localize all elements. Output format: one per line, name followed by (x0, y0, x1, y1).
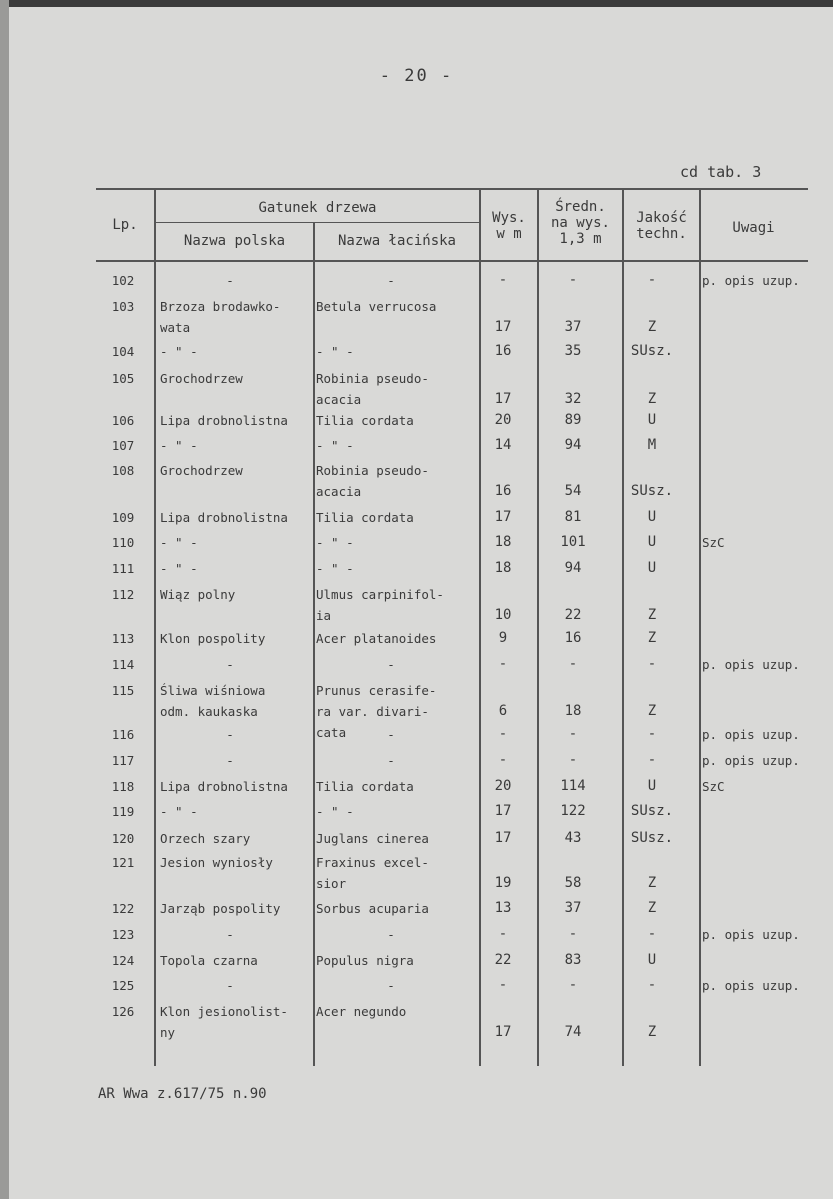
row-number: 106 (111, 413, 135, 428)
notes-value: SzC (702, 535, 725, 550)
header-height: Wys. w m (492, 210, 526, 242)
diameter-value: 43 (564, 830, 582, 846)
polish-name: Śliwa wiśniowa odm. kaukaska (160, 683, 266, 719)
quality-value: Z (647, 391, 657, 407)
latin-name: - (387, 727, 395, 742)
header-quality: Jakość techn. (636, 210, 687, 242)
row-number: 103 (111, 299, 135, 314)
quality-value: U (647, 509, 657, 525)
notes-value: p. opis uzup. (702, 727, 800, 742)
row-number: 122 (111, 901, 135, 916)
row-number: 109 (111, 510, 135, 525)
latin-name: Tilia cordata (316, 510, 414, 525)
height-value: 18 (494, 560, 512, 576)
notes-value: p. opis uzup. (702, 273, 800, 288)
polish-name: Jarząb pospolity (160, 901, 281, 916)
row-number: 113 (111, 631, 135, 646)
polish-name: - (226, 657, 234, 672)
latin-name: Populus nigra (316, 953, 414, 968)
latin-name: - (387, 273, 395, 288)
latin-name: - " - (316, 804, 354, 819)
quality-value: Z (647, 630, 657, 646)
quality-value: - (647, 926, 657, 942)
polish-name: - " - (160, 438, 198, 453)
polish-name: - " - (160, 561, 198, 576)
diameter-value: 94 (564, 437, 582, 453)
quality-value: - (647, 726, 657, 742)
notes-value: p. opis uzup. (702, 753, 800, 768)
row-number: 110 (111, 535, 135, 550)
quality-value: U (647, 952, 657, 968)
row-number: 119 (111, 804, 135, 819)
diameter-value: 89 (564, 412, 582, 428)
height-value: - (498, 926, 508, 942)
polish-name: Grochodrzew (160, 371, 243, 386)
latin-name: Sorbus acuparia (316, 901, 429, 916)
polish-name: - " - (160, 535, 198, 550)
latin-name: Betula verrucosa (316, 299, 437, 314)
diameter-value: - (568, 656, 578, 672)
quality-value: SUsz. (630, 343, 674, 359)
height-value: 14 (494, 437, 512, 453)
notes-value: p. opis uzup. (702, 927, 800, 942)
latin-name: Robinia pseudo- acacia (316, 463, 429, 499)
diameter-value: 32 (564, 391, 582, 407)
height-value: 16 (494, 483, 512, 499)
polish-name: Klon jesionolist- ny (160, 1004, 288, 1040)
latin-name: Juglans cinerea (316, 831, 429, 846)
diameter-value: 83 (564, 952, 582, 968)
diameter-value: 101 (560, 534, 586, 550)
notes-value: p. opis uzup. (702, 657, 800, 672)
column-divider (154, 188, 156, 1066)
row-number: 104 (111, 344, 135, 359)
latin-name: - (387, 927, 395, 942)
notes-value: SzC (702, 779, 725, 794)
latin-name: Fraxinus excel- sior (316, 855, 429, 891)
latin-name: - " - (316, 535, 354, 550)
diameter-value: 16 (564, 630, 582, 646)
row-number: 116 (111, 727, 135, 742)
height-value: 17 (494, 1024, 512, 1040)
polish-name: - (226, 753, 234, 768)
height-value: - (498, 656, 508, 672)
diameter-value: 54 (564, 483, 582, 499)
quality-value: U (647, 412, 657, 428)
polish-name: - " - (160, 344, 198, 359)
quality-value: - (647, 656, 657, 672)
row-number: 117 (111, 753, 135, 768)
polish-name: Orzech szary (160, 831, 251, 846)
polish-name: Jesion wyniosły (160, 855, 273, 870)
column-divider (699, 188, 701, 1066)
height-value: - (498, 726, 508, 742)
quality-value: U (647, 534, 657, 550)
row-number: 108 (111, 463, 135, 478)
polish-name: Lipa drobnolistna (160, 779, 288, 794)
header-notes: Uwagi (732, 220, 775, 236)
height-value: 16 (494, 343, 512, 359)
height-value: 6 (498, 703, 508, 719)
height-value: - (498, 752, 508, 768)
quality-value: SUsz. (630, 830, 674, 846)
diameter-value: 122 (560, 803, 586, 819)
latin-name: Tilia cordata (316, 413, 414, 428)
latin-name: Acer platanoides (316, 631, 437, 646)
quality-value: U (647, 778, 657, 794)
quality-value: M (647, 437, 657, 453)
scan-left-edge (0, 0, 9, 1199)
diameter-value: 37 (564, 319, 582, 335)
quality-value: - (647, 272, 657, 288)
row-number: 102 (111, 273, 135, 288)
quality-value: Z (647, 703, 657, 719)
subheader-rule (155, 222, 480, 223)
latin-name: - " - (316, 344, 354, 359)
quality-value: Z (647, 607, 657, 623)
column-divider (479, 188, 481, 1066)
quality-value: Z (647, 1024, 657, 1040)
diameter-value: - (568, 752, 578, 768)
diameter-value: 114 (560, 778, 586, 794)
polish-name: - (226, 273, 234, 288)
row-number: 120 (111, 831, 135, 846)
height-value: 20 (494, 778, 512, 794)
polish-name: Brzoza brodawko- wata (160, 299, 281, 335)
height-value: 13 (494, 900, 512, 916)
latin-name: Acer negundo (316, 1004, 407, 1019)
diameter-value: 37 (564, 900, 582, 916)
row-number: 126 (111, 1004, 135, 1019)
diameter-value: 22 (564, 607, 582, 623)
height-value: - (498, 272, 508, 288)
latin-name: - " - (316, 561, 354, 576)
polish-name: Topola czarna (160, 953, 258, 968)
latin-name: Robinia pseudo- acacia (316, 371, 429, 407)
diameter-value: 81 (564, 509, 582, 525)
latin-name: - (387, 753, 395, 768)
header-polish-name: Nazwa polska (183, 233, 286, 249)
scan-top-border (0, 0, 833, 7)
diameter-value: - (568, 977, 578, 993)
archive-reference: AR Wwa z.617/75 n.90 (98, 1086, 267, 1102)
height-value: 10 (494, 607, 512, 623)
height-value: 17 (494, 803, 512, 819)
diameter-value: - (568, 272, 578, 288)
height-value: 18 (494, 534, 512, 550)
quality-value: U (647, 560, 657, 576)
quality-value: SUsz. (630, 483, 674, 499)
latin-name: Tilia cordata (316, 779, 414, 794)
diameter-value: 58 (564, 875, 582, 891)
height-value: 9 (498, 630, 508, 646)
height-value: 17 (494, 509, 512, 525)
latin-name: Ulmus carpinifol- ia (316, 587, 444, 623)
diameter-value: 94 (564, 560, 582, 576)
polish-name: - " - (160, 804, 198, 819)
diameter-value: - (568, 926, 578, 942)
polish-name: Lipa drobnolistna (160, 413, 288, 428)
polish-name: - (226, 727, 234, 742)
latin-name: - (387, 657, 395, 672)
quality-value: SUsz. (630, 803, 674, 819)
row-number: 124 (111, 953, 135, 968)
height-value: 17 (494, 319, 512, 335)
polish-name: Wiąz polny (160, 587, 236, 602)
height-value: - (498, 977, 508, 993)
diameter-value: 35 (564, 343, 582, 359)
diameter-value: 18 (564, 703, 582, 719)
table-continuation-label: cd tab. 3 (680, 163, 762, 181)
quality-value: Z (647, 900, 657, 916)
column-divider (537, 188, 539, 1066)
height-value: 17 (494, 391, 512, 407)
row-number: 107 (111, 438, 135, 453)
row-number: 125 (111, 978, 135, 993)
polish-name: - (226, 927, 234, 942)
row-number: 105 (111, 371, 135, 386)
height-value: 20 (494, 412, 512, 428)
row-number: 118 (111, 779, 135, 794)
height-value: 22 (494, 952, 512, 968)
quality-value: Z (647, 319, 657, 335)
header-species: Gatunek drzewa (258, 200, 377, 216)
column-divider (622, 188, 624, 1066)
row-number: 121 (111, 855, 135, 870)
row-number: 123 (111, 927, 135, 942)
quality-value: Z (647, 875, 657, 891)
header-lp: Lp. (112, 217, 138, 233)
latin-name: Prunus cerasife- ra var. divari- cata (316, 683, 437, 740)
notes-value: p. opis uzup. (702, 978, 800, 993)
diameter-value: - (568, 726, 578, 742)
quality-value: - (647, 977, 657, 993)
row-number: 112 (111, 587, 135, 602)
latin-name: - (387, 978, 395, 993)
header-latin-name: Nazwa łacińska (337, 233, 456, 249)
diameter-value: 74 (564, 1024, 582, 1040)
polish-name: Lipa drobnolistna (160, 510, 288, 525)
polish-name: - (226, 978, 234, 993)
polish-name: Grochodrzew (160, 463, 243, 478)
height-value: 17 (494, 830, 512, 846)
row-number: 115 (111, 683, 135, 698)
polish-name: Klon pospolity (160, 631, 266, 646)
header-bottom-rule (96, 260, 808, 262)
latin-name: - " - (316, 438, 354, 453)
row-number: 114 (111, 657, 135, 672)
row-number: 111 (111, 561, 135, 576)
table-top-rule (96, 188, 808, 190)
header-diameter: Średn. na wys. 1,3 m (550, 199, 610, 247)
height-value: 19 (494, 875, 512, 891)
quality-value: - (647, 752, 657, 768)
page-number: - 20 - (379, 66, 454, 86)
